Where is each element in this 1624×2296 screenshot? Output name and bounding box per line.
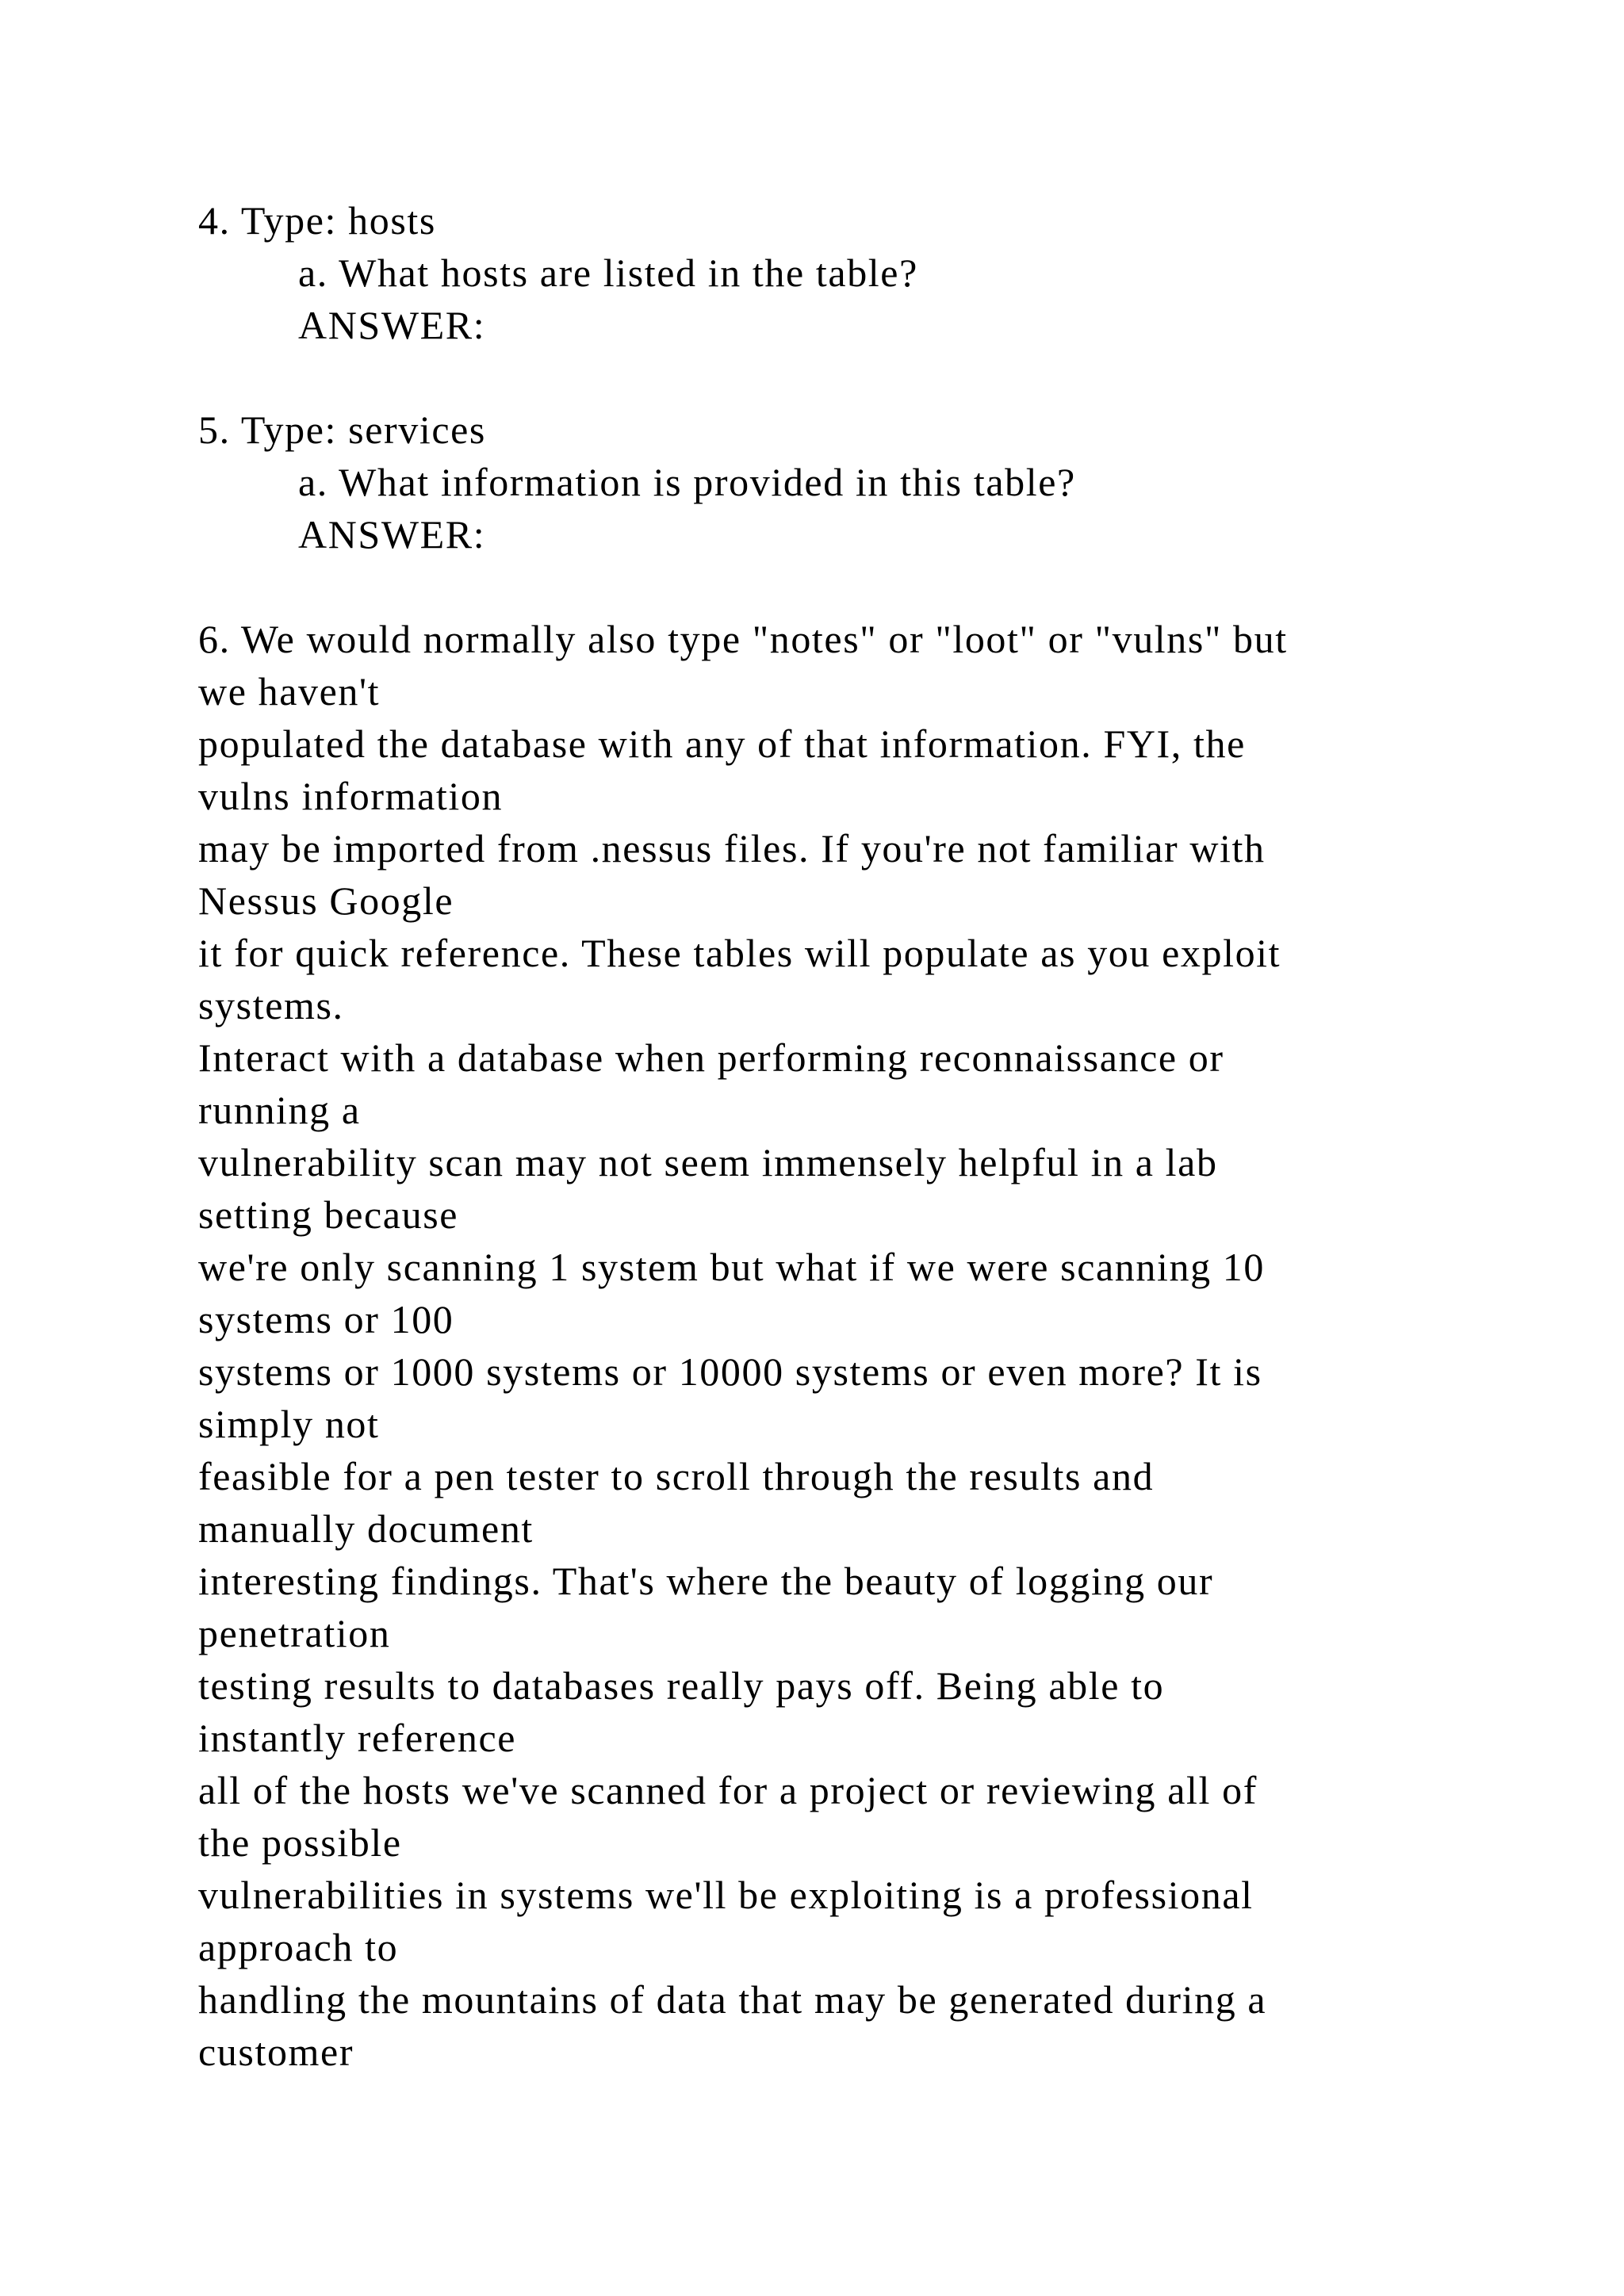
q6-line: running a <box>198 1088 361 1132</box>
q6-line: populated the database with any of that information. FYI, the <box>198 721 1246 766</box>
document-body <box>198 194 1499 2078</box>
q6-line: penetration <box>198 1611 391 1655</box>
q6-line: we haven't <box>198 669 381 714</box>
q6-line: simply not <box>198 1402 380 1446</box>
q5-answer-label: ANSWER: <box>298 512 486 557</box>
q6-line: manually document <box>198 1506 534 1551</box>
spacer <box>198 351 1499 404</box>
q6-line: the possible <box>198 1820 402 1865</box>
q6-line: interesting findings. That's where the beauty of logging our <box>198 1559 1214 1603</box>
q6-line: feasible for a pen tester to scroll through the results and <box>198 1454 1155 1498</box>
q4-answer-label: ANSWER: <box>298 303 486 347</box>
q6-line: Interact with a database when performing reconnaissance or <box>198 1035 1224 1080</box>
spacer <box>198 561 1499 613</box>
q6-line: we're only scanning 1 system but what if we were scanning 10 <box>198 1245 1265 1289</box>
q6-line: testing results to databases really pays off. Being able to <box>198 1663 1165 1708</box>
q6-line: may be imported from .nessus files. If you're not familiar with <box>198 826 1266 871</box>
q6-line: Nessus Google <box>198 878 454 923</box>
q6-line: handling the mountains of data that may be generated during a <box>198 1977 1267 2022</box>
q4-question: a. What hosts are listed in the table? <box>298 251 918 295</box>
q6-line: 6. We would normally also type "notes" or "loot" or "vulns" but <box>198 617 1288 661</box>
q6-line: instantly reference <box>198 1716 517 1760</box>
q6-line: vulns information <box>198 774 504 818</box>
q6-line: vulnerability scan may not seem immensely helpful in a lab <box>198 1140 1218 1184</box>
q5-question: a. What information is provided in this table? <box>298 460 1076 504</box>
q6-line: setting because <box>198 1192 459 1237</box>
q4-heading: 4. Type: hosts <box>198 198 436 243</box>
q6-line: customer <box>198 2030 354 2074</box>
q6-line: approach to <box>198 1925 399 1969</box>
q6-line: systems or 1000 systems or 10000 systems or even more? It is <box>198 1349 1262 1394</box>
q5-heading: 5. Type: services <box>198 408 486 452</box>
q6-line: all of the hosts we've scanned for a project or reviewing all of <box>198 1768 1258 1812</box>
q6-line: systems. <box>198 983 344 1027</box>
q6-line: systems or 100 <box>198 1297 454 1341</box>
q6-line: vulnerabilities in systems we'll be exploiting is a professional <box>198 1873 1254 1917</box>
q6-line: it for quick reference. These tables will populate as you exploit <box>198 931 1281 975</box>
